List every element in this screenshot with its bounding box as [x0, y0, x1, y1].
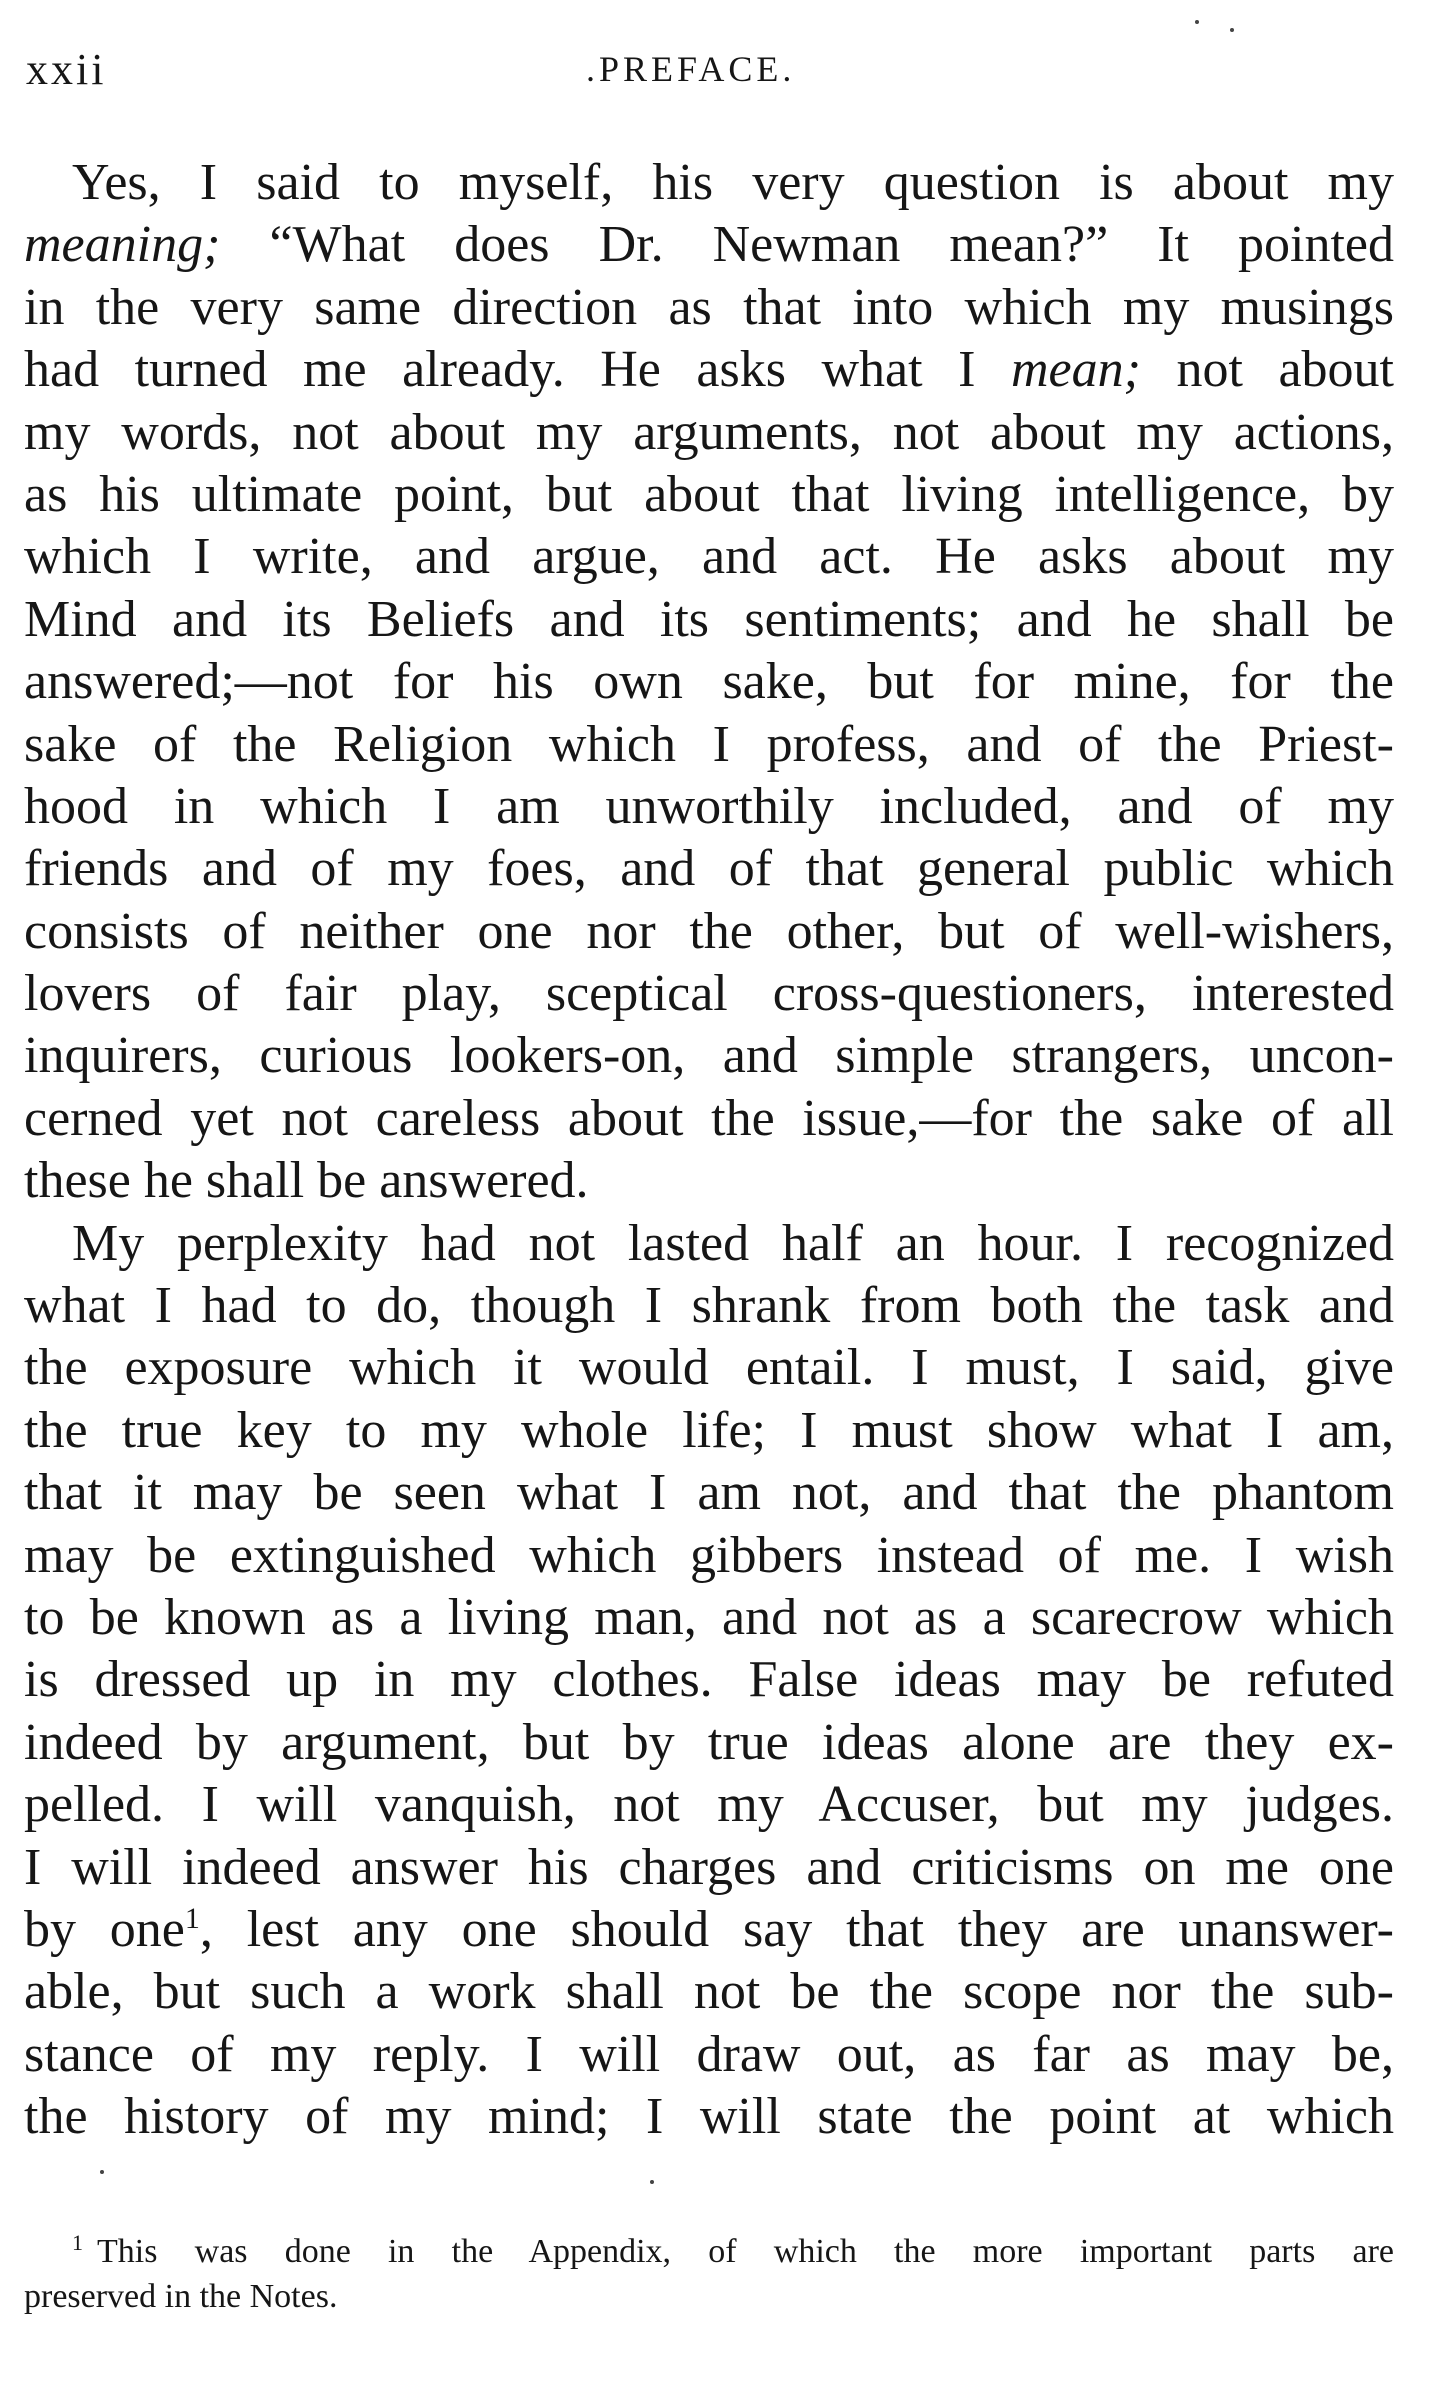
- text-segment: that it may be seen what I am not, and that the phantom: [24, 1464, 1394, 1522]
- text-segment: the history of my mind; I will state the point at which: [24, 2088, 1394, 2146]
- text-segment: lovers of fair play, sceptical cross-questioners, interested: [24, 965, 1394, 1023]
- text-segment: consists of neither one nor the other, but of well-wishers,: [24, 902, 1394, 960]
- text-line: [24, 1213, 1394, 1275]
- text-line: [24, 1400, 1394, 1462]
- text-line: [24, 1275, 1394, 1337]
- footnote-line: [24, 2216, 1394, 2270]
- text-line: [24, 901, 1394, 963]
- text-line: [24, 589, 1394, 651]
- text-segment: my words, not about my arguments, not about my actions,: [24, 403, 1394, 461]
- text-line: [24, 1774, 1394, 1836]
- footnote-number: 1: [72, 2230, 83, 2255]
- text-segment: not about: [1140, 341, 1394, 399]
- text-segment: the exposure which it would entail. I must, I said, give: [24, 1339, 1394, 1397]
- print-speck: [650, 2180, 654, 2184]
- text-line: [24, 1837, 1394, 1899]
- text-line: [24, 2024, 1394, 2086]
- text-segment: “What does Dr. Newman mean?” It pointed: [220, 216, 1394, 274]
- text-line: [24, 1961, 1394, 2023]
- text-line: [24, 1088, 1394, 1150]
- text-segment: these he shall be answered.: [24, 1152, 589, 1210]
- text-segment: pelled. I will vanquish, not my Accuser, but my judges.: [24, 1776, 1394, 1834]
- text-segment: cerned yet not careless about the issue,—for the sake of all: [24, 1089, 1394, 1147]
- text-line: [24, 464, 1394, 526]
- text-segment: answered;—not for his own sake, but for mine, for the: [24, 653, 1394, 711]
- text-segment: able, but such a work shall not be the scope nor the sub-: [24, 1963, 1394, 2021]
- text-segment: I will indeed answer his charges and criticisms on me one: [24, 1838, 1394, 1896]
- text-line: [24, 1899, 1394, 1961]
- footnote-reference: 1: [184, 1901, 200, 1935]
- text-line: [24, 526, 1394, 588]
- italic-text: mean;: [1010, 341, 1141, 399]
- text-segment: , lest any one should say that they are unanswer-: [199, 1900, 1394, 1958]
- text-line: [24, 1712, 1394, 1774]
- running-head: [26, 44, 1394, 104]
- text-line: [24, 339, 1394, 401]
- print-speck: [1230, 28, 1234, 32]
- text-segment: the true key to my whole life; I must show what I am,: [24, 1401, 1394, 1459]
- text-line: [24, 776, 1394, 838]
- text-segment: friends and of my foes, and of that general public which: [24, 840, 1394, 898]
- body-text: [24, 152, 1394, 2149]
- text-line: [24, 402, 1394, 464]
- print-speck: [1195, 20, 1199, 24]
- text-segment: which I write, and argue, and act. He asks about my: [24, 528, 1394, 586]
- text-segment: had turned me already. He asks what I: [24, 341, 1011, 399]
- footnote: [24, 2216, 1394, 2324]
- paragraph: [24, 152, 1394, 1213]
- text-line: [24, 838, 1394, 900]
- text-line: [24, 1025, 1394, 1087]
- text-segment: by one: [24, 1900, 185, 1958]
- footnote-text: This was done in the Appendix, of which the more important parts are: [97, 2233, 1394, 2270]
- text-line: [24, 1337, 1394, 1399]
- text-segment: inquirers, curious lookers-on, and simple strangers, uncon-: [24, 1027, 1394, 1085]
- text-segment: Mind and its Beliefs and its sentiments; and he shall be: [24, 590, 1394, 648]
- text-segment: Yes, I said to myself, his very question is about my: [72, 154, 1394, 211]
- text-segment: may be extinguished which gibbers instead of me. I wish: [24, 1526, 1394, 1584]
- text-segment: My perplexity had not lasted half an hour. I recognized: [72, 1214, 1394, 1272]
- page-number: xxii: [26, 45, 107, 94]
- text-line: [24, 963, 1394, 1025]
- text-segment: sake of the Religion which I profess, and of the Priest-: [24, 715, 1394, 773]
- text-line: [24, 214, 1394, 276]
- text-line: [24, 1525, 1394, 1587]
- text-segment: is dressed up in my clothes. False ideas may be refuted: [24, 1651, 1394, 1709]
- text-segment: indeed by argument, but by true ideas alone are they ex-: [24, 1713, 1394, 1771]
- text-line: [24, 1462, 1394, 1524]
- print-speck: [100, 2170, 104, 2174]
- italic-text: meaning;: [24, 216, 221, 274]
- footnote-line: preserved in the Notes.: [24, 2278, 338, 2315]
- text-segment: stance of my reply. I will draw out, as far as may be,: [24, 2025, 1394, 2083]
- text-segment: hood in which I am unworthily included, and of my: [24, 777, 1394, 835]
- running-title: .PREFACE.: [586, 49, 796, 89]
- text-segment: what I had to do, though I shrank from both the task and: [24, 1277, 1394, 1335]
- text-line: [24, 2086, 1394, 2148]
- text-line: [24, 1150, 1394, 1212]
- text-segment: in the very same direction as that into which my musings: [24, 278, 1394, 336]
- text-line: [24, 714, 1394, 776]
- text-line: [24, 651, 1394, 713]
- text-line: [24, 152, 1394, 214]
- text-line: [24, 277, 1394, 339]
- text-line: [24, 1649, 1394, 1711]
- text-line: [24, 1587, 1394, 1649]
- paragraph: [24, 1213, 1394, 2149]
- text-segment: to be known as a living man, and not as a scarecrow which: [24, 1588, 1394, 1646]
- text-segment: as his ultimate point, but about that living intelligence, by: [24, 465, 1394, 523]
